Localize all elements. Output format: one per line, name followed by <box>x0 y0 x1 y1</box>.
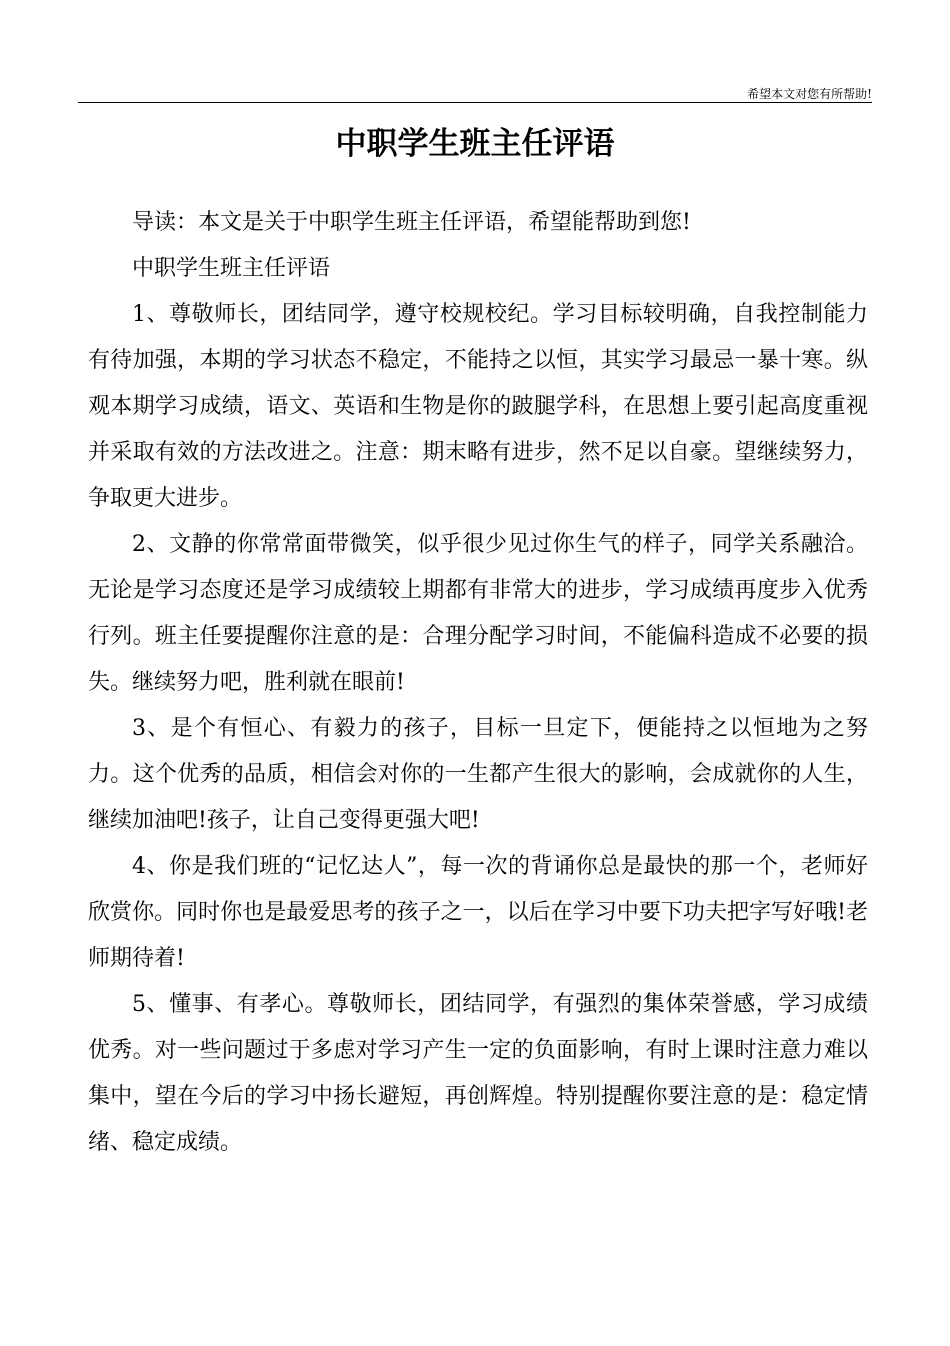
subheading-paragraph: 中职学生班主任评语 <box>132 256 331 281</box>
header-note: 希望本文对您有所帮助! <box>747 87 872 101</box>
comment-paragraph-1: 1、尊敬师长，团结同学，遵守校规校纪。学习目标较明确，自我控制能力有待加强，本期的学习状态不稳定，不能持之以恒，其实学习最忌一暴十寒。纵观本期学习成绩，语文、英语和生物是你的跛腿学科，在思想上要引起高度重视并采取有效的方法改进之。注意：期末略有进步，然不足以自豪。望继续努力，争取更大进步。 <box>88 302 868 511</box>
comment-paragraph-2: 2、文静的你常常面带微笑，似乎很少见过你生气的样子，同学关系融洽。无论是学习态度还是学习成绩较上期都有非常大的进步，学习成绩再度步入优秀行列。班主任要提醒你注意的是：合理分配学习时间，不能偏科造成不必要的损失。继续努力吧，胜利就在眼前! <box>88 532 868 695</box>
intro-paragraph: 导读：本文是关于中职学生班主任评语，希望能帮助到您! <box>132 210 691 235</box>
page-header <box>78 86 872 103</box>
document-title: 中职学生班主任评语 <box>335 126 615 162</box>
comment-paragraph-4: 4、你是我们班的“记忆达人”，每一次的背诵你总是最快的那一个，老师好欣赏你。同时你也是最爱思考的孩子之一，以后在学习中要下功夫把字写好哦!老师期待着! <box>88 854 868 971</box>
comment-paragraph-5: 5、懂事、有孝心。尊敬师长，团结同学，有强烈的集体荣誉感，学习成绩优秀。对一些问题过于多虑对学习产生一定的负面影响，有时上课时注意力难以集中，望在今后的学习中扬长避短，再创辉煌。特别提醒你要注意的是：稳定情绪、稳定成绩。 <box>88 992 868 1155</box>
comment-paragraph-3: 3、是个有恒心、有毅力的孩子，目标一旦定下，便能持之以恒地为之努力。这个优秀的品质，相信会对你的一生都产生很大的影响，会成就你的人生，继续加油吧!孩子，让自己变得更强大吧! <box>88 716 868 833</box>
document-body <box>88 200 868 1166</box>
